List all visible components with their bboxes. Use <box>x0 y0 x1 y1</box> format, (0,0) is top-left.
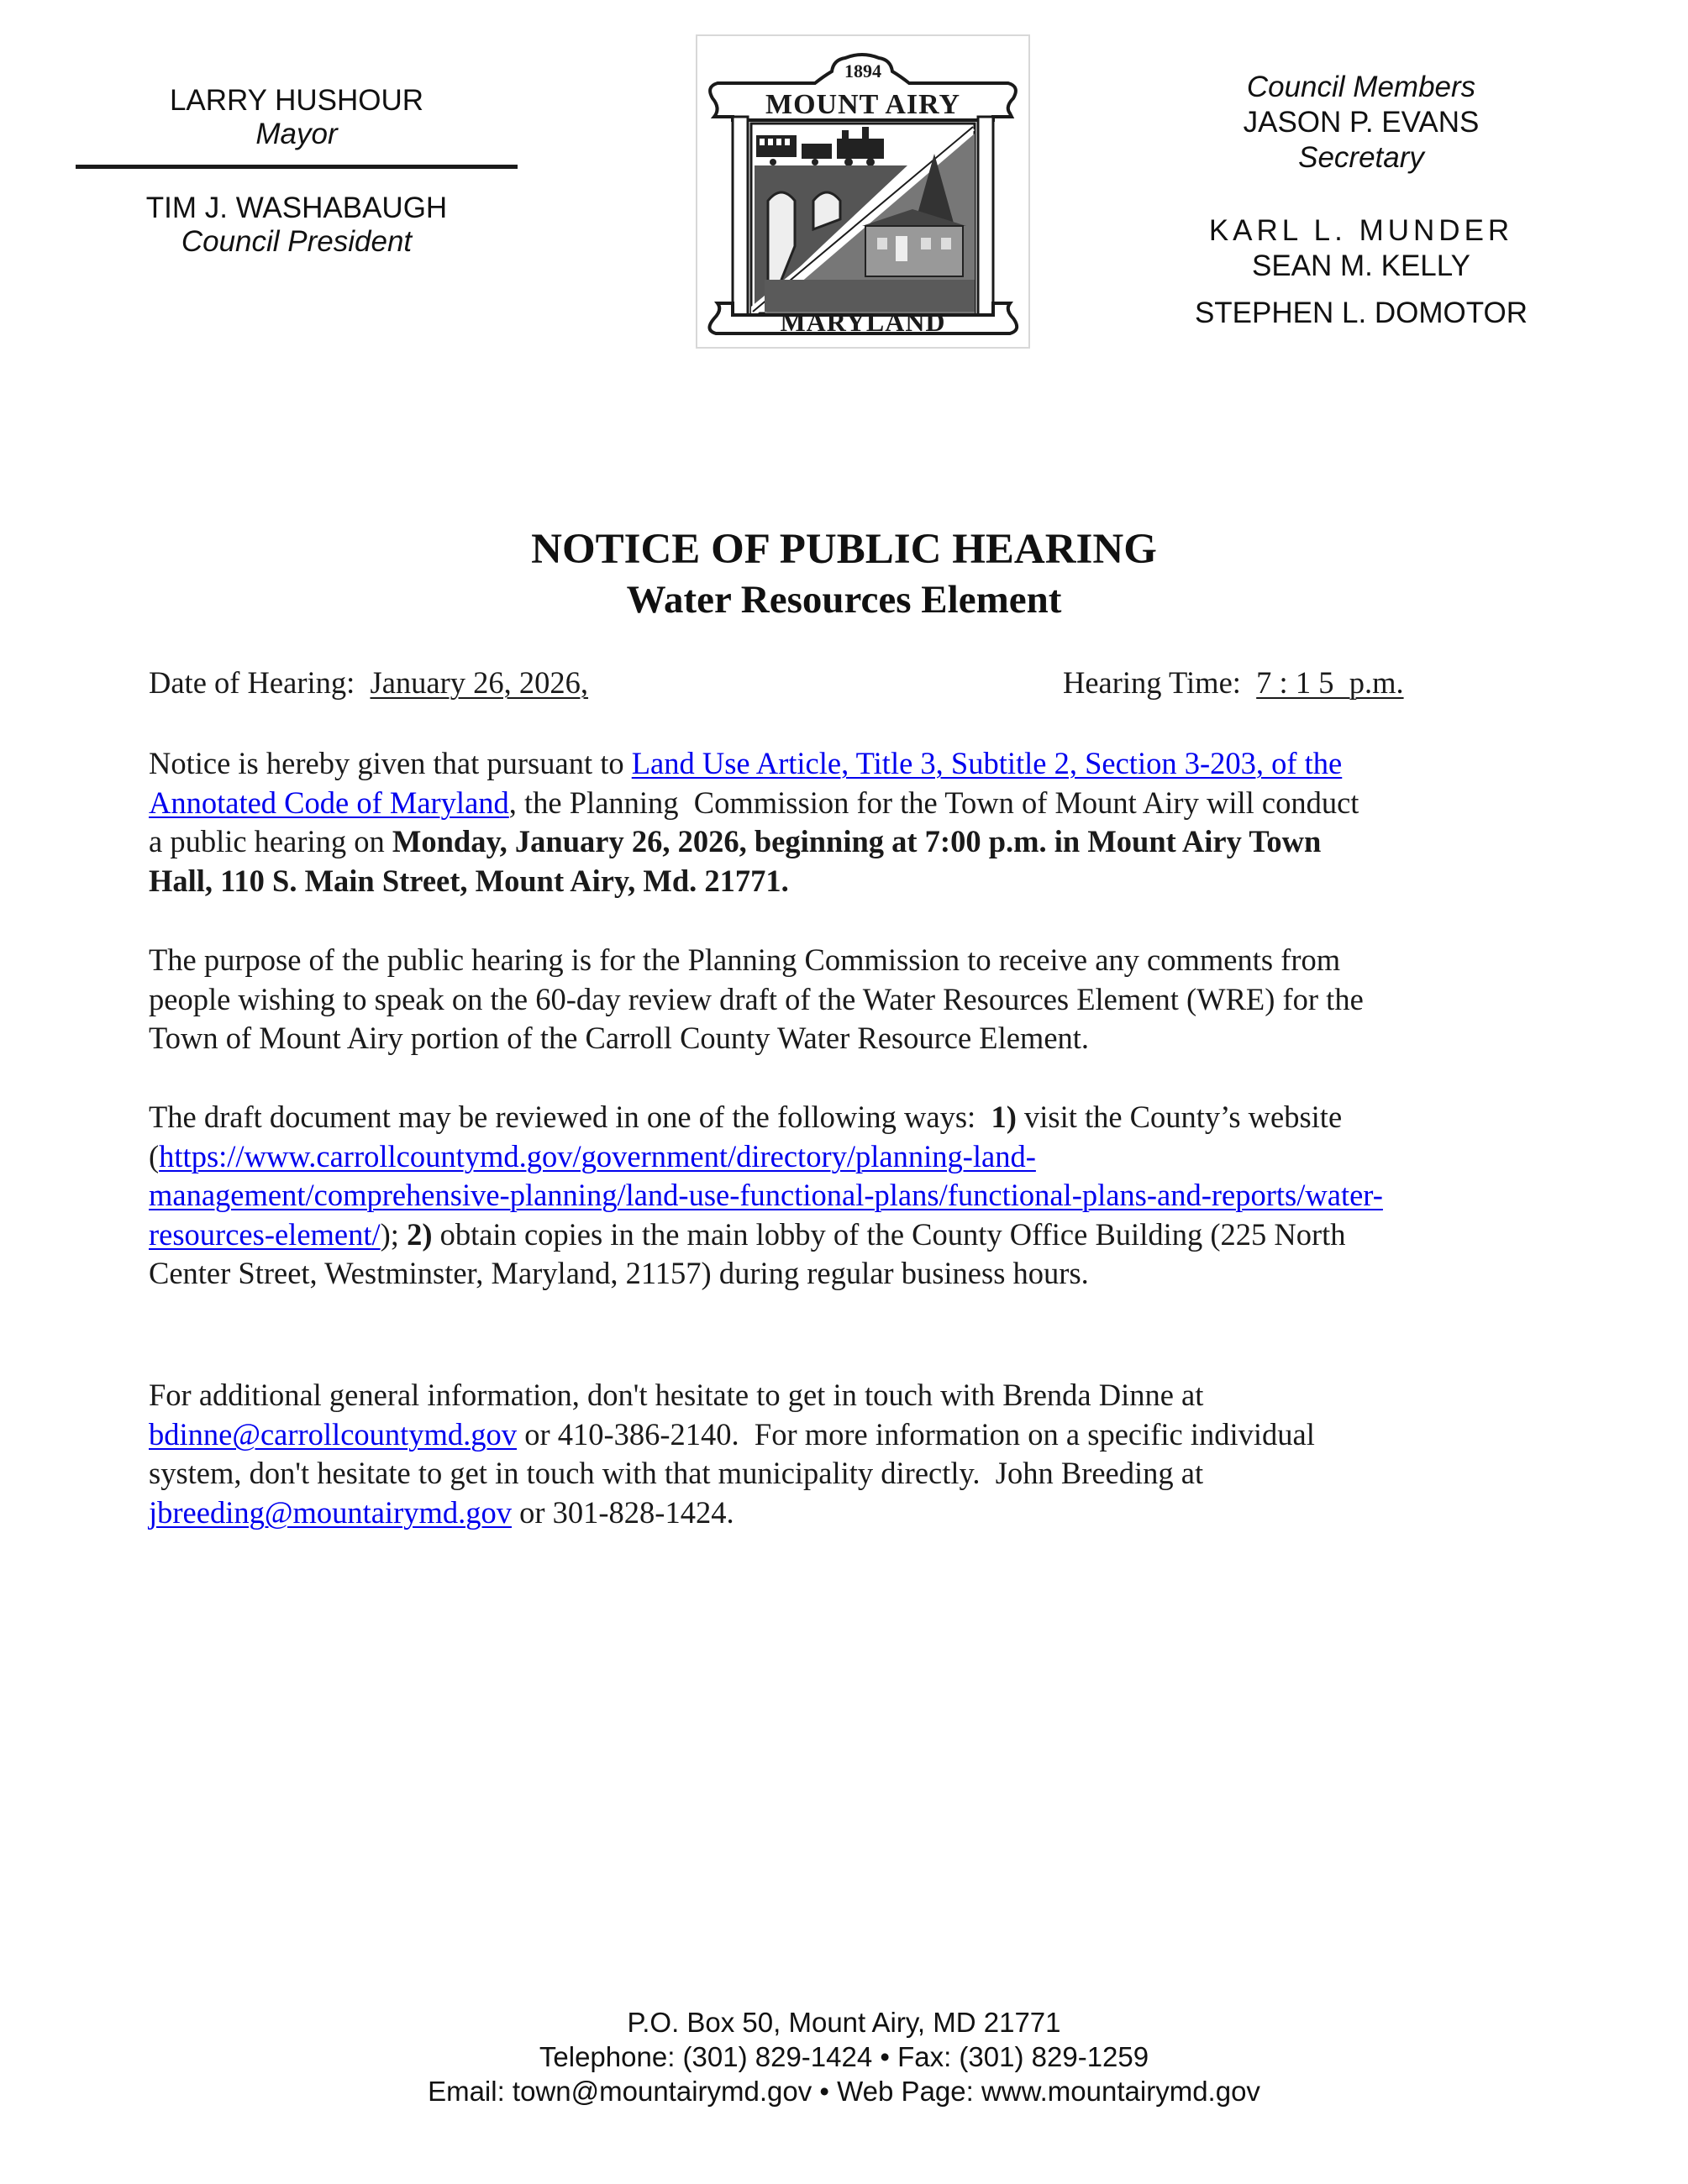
paragraph-contacts <box>149 1376 1543 1532</box>
hearing-datetime-location: Monday, January 26, 2026, beginning at 7:00 p.m. in Mount Airy Town <box>392 824 1322 858</box>
text: For additional general information, don't hesitate to get in touch with Brenda Dinne at <box>149 1378 1204 1412</box>
council-president-title: Council President <box>181 225 413 258</box>
annotated-code-link[interactable]: Annotated Code of Maryland <box>149 785 509 820</box>
footer-address: P.O. Box 50, Mount Airy, MD 21771 <box>627 2007 1061 2038</box>
hearing-date-label: Date of Hearing: <box>149 665 355 700</box>
council-member-list <box>1160 214 1563 330</box>
text: or 301-828-1424. <box>512 1494 734 1530</box>
paragraph-purpose <box>149 941 1543 1058</box>
town-seal-icon <box>697 36 1028 347</box>
council-member: SEAN M. KELLY <box>1251 249 1470 282</box>
notice-subtitle: Water Resources Element <box>626 578 1062 622</box>
svg-text:1894: 1894 <box>844 60 881 81</box>
county-wre-link[interactable]: management/comprehensive-planning/land-use-functional-plans/functional-plans-and-reports/water- <box>149 1178 1383 1212</box>
land-use-article-link[interactable]: Land Use Article, Title 3, Subtitle 2, Section 3-203, of the <box>631 746 1343 780</box>
council-member: KARL L. MUNDER <box>1208 214 1514 247</box>
svg-text:MOUNT AIRY: MOUNT AIRY <box>765 89 961 120</box>
header-divider <box>76 165 518 169</box>
council-members-heading: Council Members <box>1246 71 1476 103</box>
council-member: STEPHEN L. DOMOTOR <box>1194 297 1528 329</box>
town-seal-logo <box>696 34 1030 349</box>
text: Town of Mount Airy portion of the Carroll County Water Resource Element. <box>149 1021 1090 1055</box>
hearing-time-value: 7 : 1 5 p.m. <box>1256 665 1404 700</box>
council-president-name: TIM J. WASHABAUGH <box>145 192 448 224</box>
hearing-date-value: January 26, 2026, <box>370 665 589 700</box>
option-number: 1) <box>991 1100 1017 1134</box>
notice-title: NOTICE OF PUBLIC HEARING <box>531 526 1157 573</box>
text: ( <box>149 1138 160 1173</box>
footer-phone-fax: Telephone: (301) 829-1424 • Fax: (301) 829-1259 <box>539 2041 1149 2072</box>
mayor-block <box>76 84 518 151</box>
secretary-name: JASON P. EVANS <box>1243 106 1480 139</box>
secretary-title: Secretary <box>1298 141 1424 174</box>
text: Notice is hereby given that pursuant to <box>149 746 632 780</box>
council-president-block <box>76 192 518 259</box>
text: or 410-386-2140. For more information on a specific individual <box>517 1416 1315 1452</box>
text: Center Street, Westminster, Maryland, 21157) during regular business hours. <box>149 1256 1089 1290</box>
footer <box>0 2005 1688 2108</box>
paragraph-notice <box>149 744 1543 900</box>
text: The purpose of the public hearing is for the Planning Commission to receive any comments from <box>149 942 1341 977</box>
text: ); <box>380 1216 408 1252</box>
text: people wishing to speak on the 60-day review draft of the Water Resources Element (WRE) for the <box>149 981 1364 1016</box>
text: , the Planning Commission for the Town of Mount Airy will conduct <box>508 785 1359 820</box>
footer-email-web: Email: town@mountairymd.gov • Web Page: www.mountairymd.gov <box>428 2076 1260 2107</box>
paragraph-review-options <box>149 1098 1543 1294</box>
svg-text:MARYLAND: MARYLAND <box>780 307 946 337</box>
text: visit the County’s website <box>1016 1100 1343 1134</box>
mayor-name: LARRY HUSHOUR <box>169 84 424 117</box>
council-members-block <box>1160 71 1563 175</box>
hearing-address: Hall, 110 S. Main Street, Mount Airy, Md. 21771. <box>149 863 789 898</box>
text: a public hearing on <box>149 824 392 858</box>
mayor-title: Mayor <box>255 118 338 150</box>
jbreeding-email-link[interactable]: jbreeding@mountairymd.gov <box>149 1494 512 1530</box>
hearing-time-label: Hearing Time: <box>1063 665 1241 700</box>
bdinne-email-link[interactable]: bdinne@carrollcountymd.gov <box>149 1416 518 1452</box>
hearing-date <box>149 664 588 703</box>
county-wre-link[interactable]: https://www.carrollcountymd.gov/government/directory/planning-land- <box>159 1138 1036 1173</box>
option-number: 2) <box>407 1216 433 1252</box>
text: system, don't hesitate to get in touch with that municipality directly. John Breeding at <box>149 1456 1204 1490</box>
text: The draft document may be reviewed in one of the following ways: <box>149 1100 991 1134</box>
hearing-time <box>1063 664 1404 703</box>
text: obtain copies in the main lobby of the County Office Building (225 North <box>432 1216 1346 1252</box>
county-wre-link[interactable]: resources-element/ <box>149 1216 381 1252</box>
